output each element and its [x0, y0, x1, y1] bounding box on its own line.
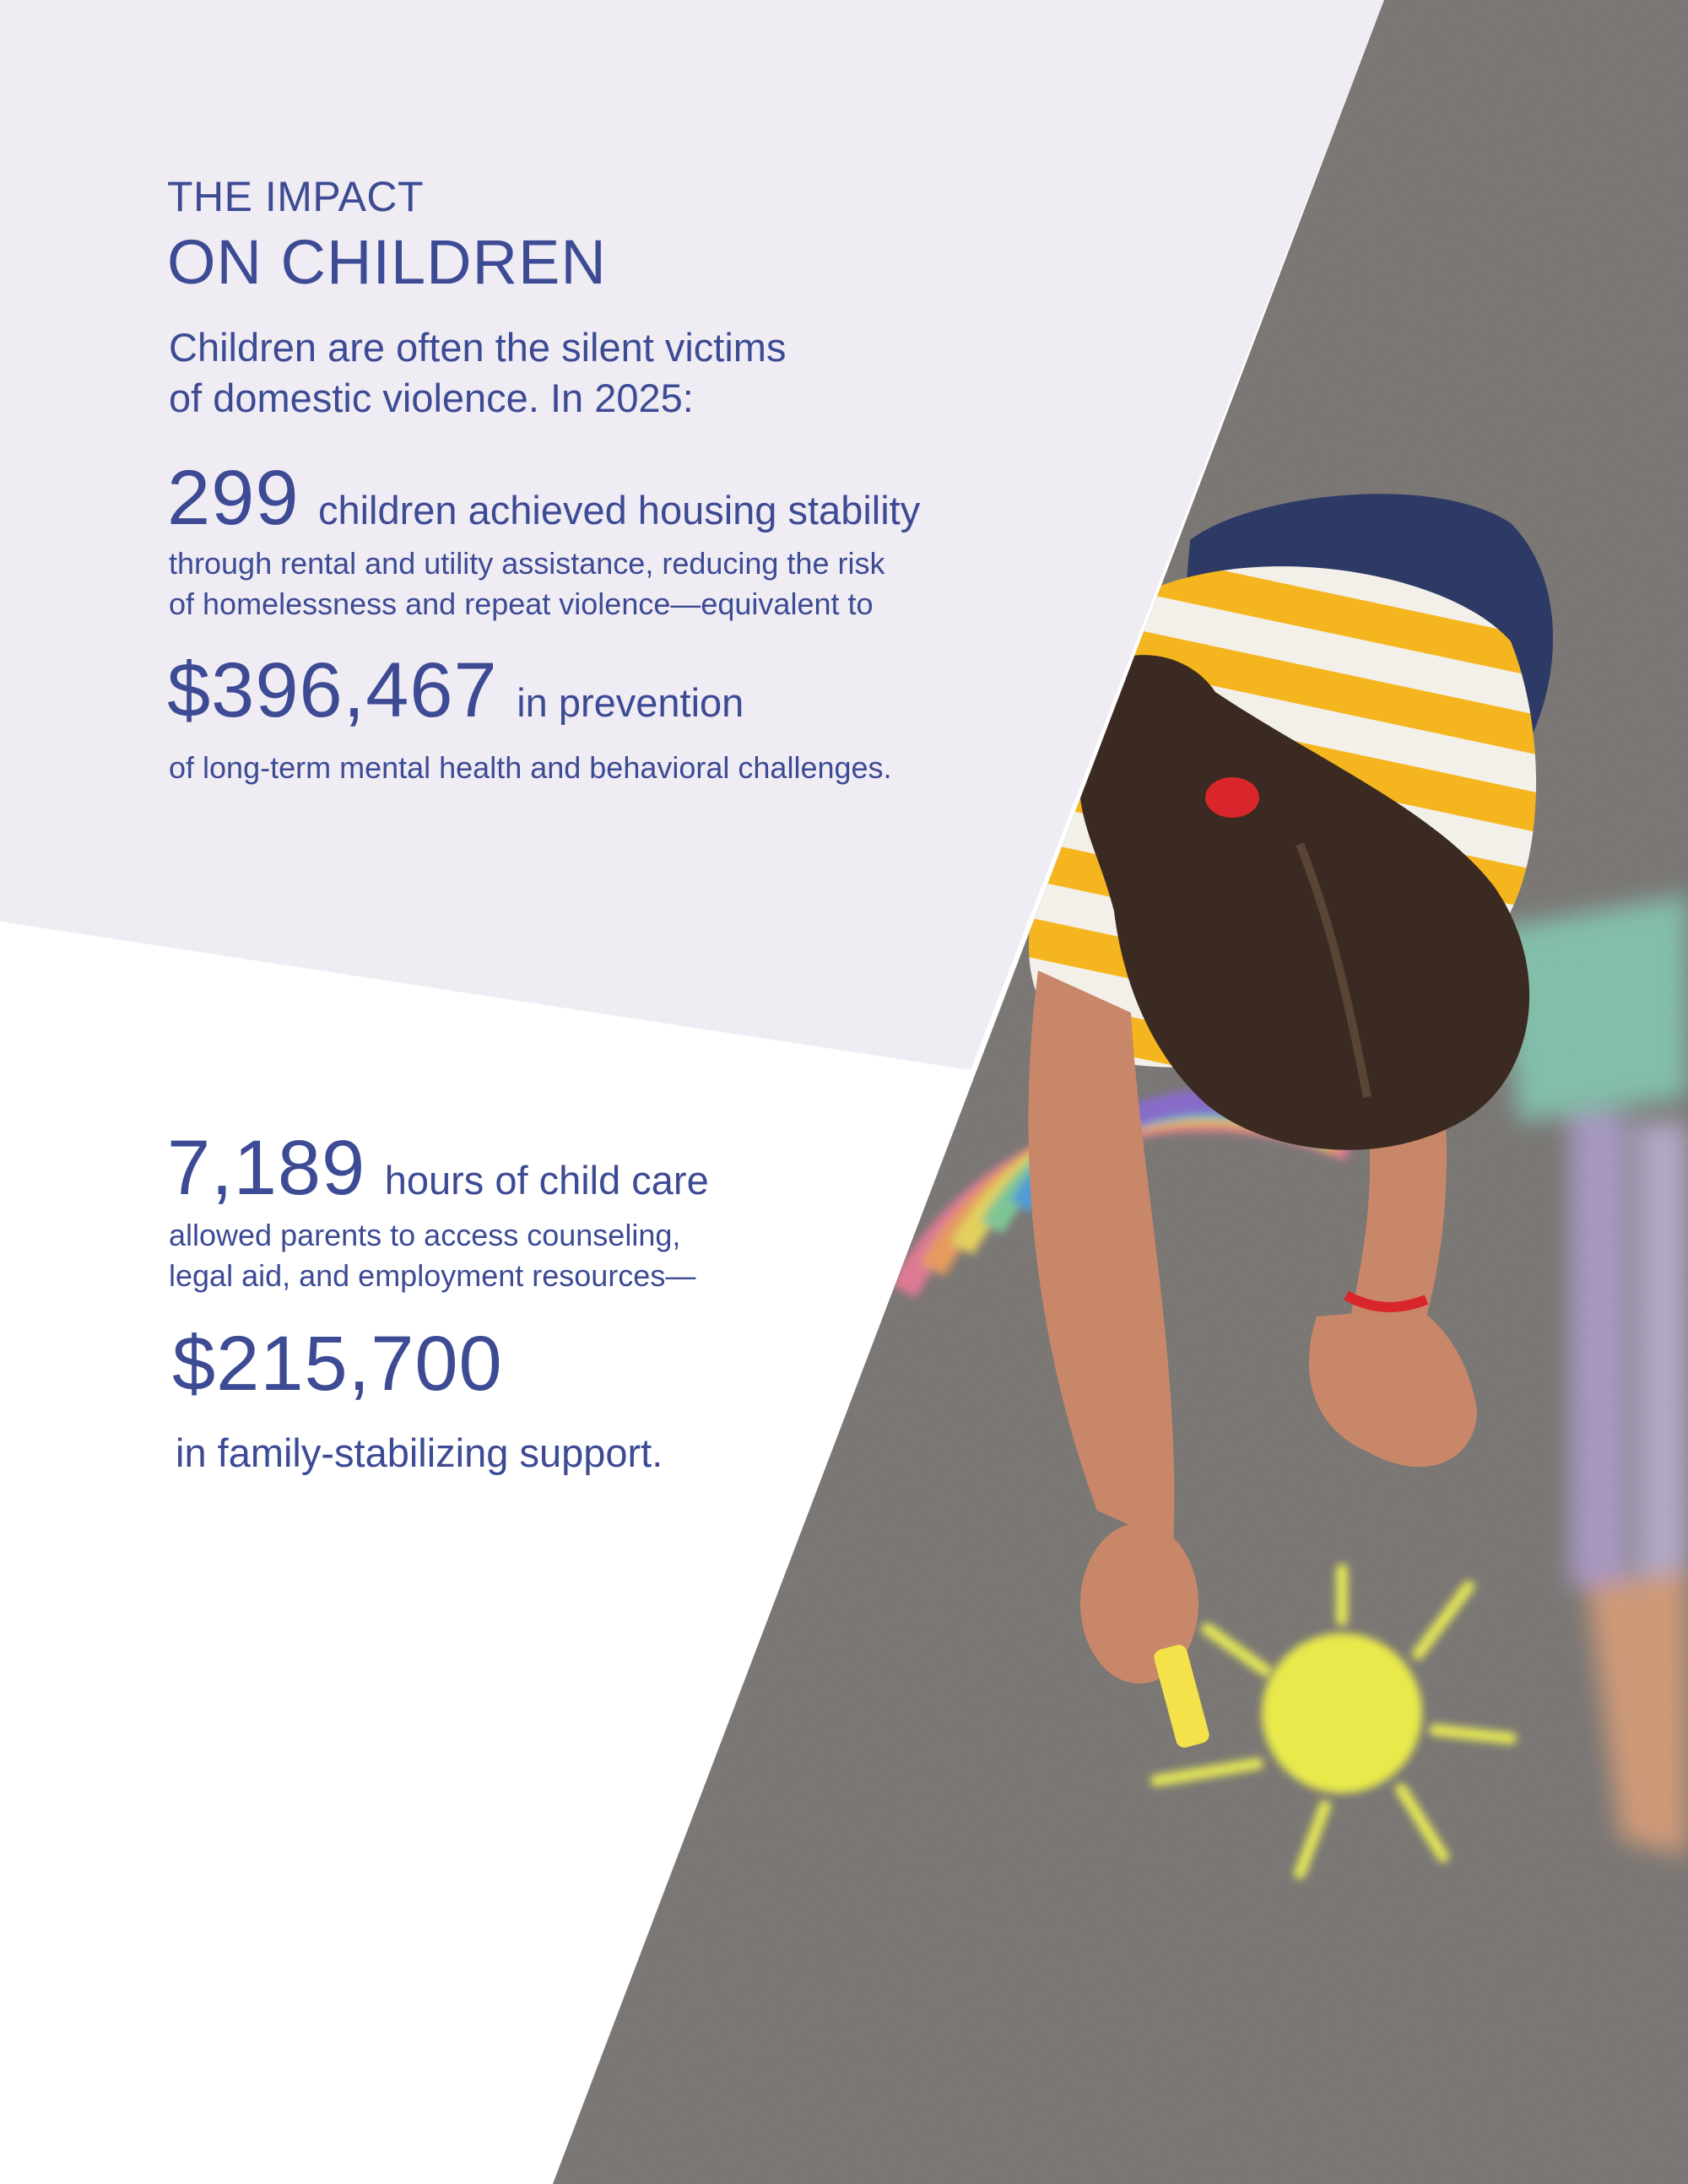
stat-childcare-label: hours of child care	[384, 1158, 709, 1203]
stat-childcare-desc-1: allowed parents to access counseling,	[169, 1218, 681, 1252]
stat-housing-headline	[167, 456, 920, 541]
stat-housing-desc-1: through rental and utility assistance, reducing the risk	[169, 546, 885, 581]
stat-support-label: in family-stabilizing support.	[176, 1430, 663, 1475]
intro-line-2: of domestic violence. In 2025:	[169, 376, 694, 420]
stat-prevention-desc: of long-term mental health and behavioral challenges.	[169, 750, 892, 785]
stat-housing-number: 299	[167, 455, 300, 541]
section-title: ON CHILDREN	[167, 227, 607, 297]
stat-housing-label: children achieved housing stability	[317, 488, 921, 532]
stat-housing-desc-2: of homelessness and repeat violence—equivalent to	[169, 587, 874, 621]
intro-line-1: Children are often the silent victims	[169, 325, 787, 370]
stat-prevention-label: in prevention	[517, 680, 744, 725]
stat-childcare-number: 7,189	[167, 1125, 366, 1211]
stat-childcare-headline	[167, 1126, 709, 1211]
stat-prevention-number: $396,467	[167, 647, 498, 733]
section-eyebrow: THE IMPACT	[167, 173, 425, 220]
stat-childcare-desc-2: legal aid, and employment resources—	[169, 1258, 696, 1293]
stat-support-number: $215,700	[172, 1321, 503, 1407]
stat-prevention-headline	[167, 648, 744, 733]
